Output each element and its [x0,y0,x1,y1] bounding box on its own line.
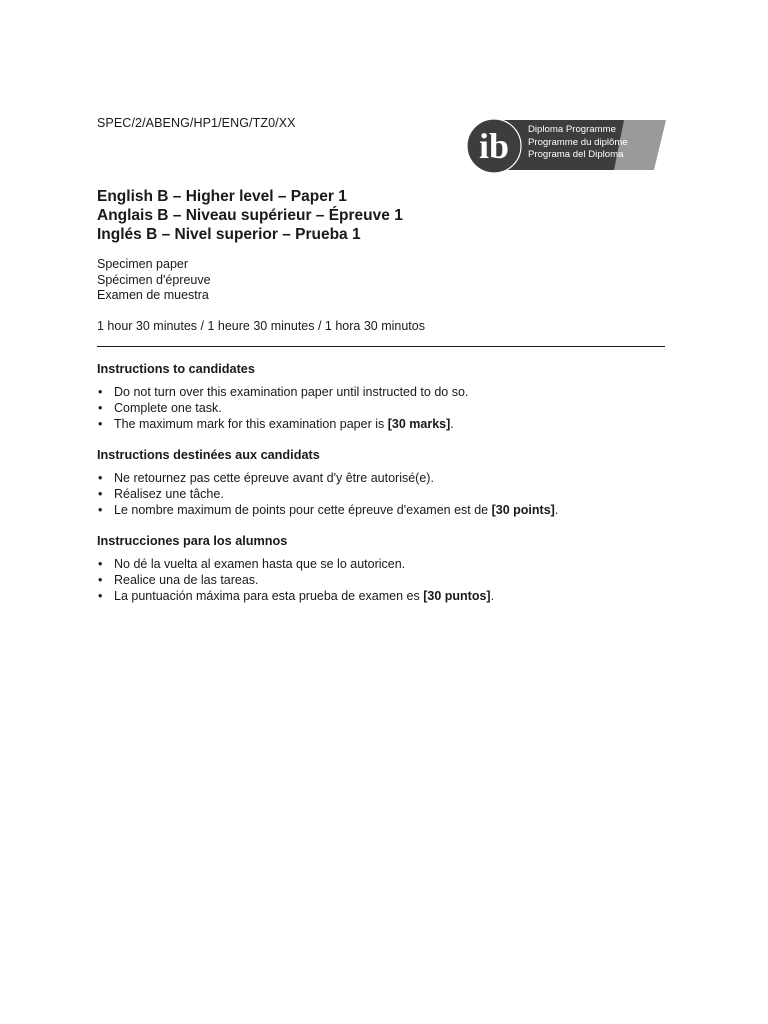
paper-type-french: Spécimen d'épreuve [97,272,211,287]
instructions-english [97,362,677,432]
ib-logo-mark: ib [478,126,510,166]
item-text: Do not turn over this examination paper until instructed to do so. [114,385,469,399]
paper-type-spanish: Examen de muestra [97,288,209,302]
item-text: Le nombre maximum de points pour cette épreuve d'examen est de [114,503,489,517]
title-spanish: Inglés B – Nivel superior – Prueba 1 [97,226,361,243]
instruction-list [97,470,677,518]
bullet: • [98,487,103,501]
bullet: • [98,401,103,415]
item-end: . [450,417,454,431]
item-end: . [554,503,559,517]
bullet: • [98,557,103,571]
bullet: • [98,573,103,587]
bullet: • [98,385,103,399]
list-item [97,486,677,502]
exam-duration: 1 hour 30 minutes / 1 heure 30 minutes / 1 hora 30 minutos [97,319,425,333]
paper-titles [97,187,403,244]
item-text: Complete one task. [114,401,222,415]
list-item [97,400,677,416]
bullet: • [98,471,103,485]
divider [97,346,665,347]
title-english: English B – Higher level – Paper 1 [97,188,347,205]
title-french: Anglais B – Niveau supérieur – Épreuve 1 [97,207,403,224]
bullet: • [98,417,103,431]
reference-code: SPEC/2/ABENG/HP1/ENG/TZ0/XX [97,116,296,130]
instruction-list [97,556,677,604]
instructions-spanish [97,534,677,604]
logo-line-es: Programa del Diploma [528,149,624,160]
paper-type-english: Specimen paper [97,257,189,271]
list-item [97,470,677,486]
item-text: La puntuación máxima para esta prueba de examen es [114,589,420,603]
list-item [97,416,677,432]
item-text: Ne retournez pas cette épreuve avant d'y être autorisé(e). [114,471,434,485]
item-text: Realice una de las tareas. [114,573,259,587]
item-end: . [490,589,495,603]
max-marks: [30 puntos] [423,589,491,603]
ib-logo [464,116,666,176]
item-text: The maximum mark for this examination paper is [114,417,385,431]
item-text: No dé la vuelta al examen hasta que se lo autoricen. [114,557,406,571]
list-item [97,572,677,588]
logo-line-fr: Programme du diplôme [528,136,628,148]
logo-line-en: Diploma Programme [528,124,616,135]
list-item [97,502,677,518]
list-item [97,588,677,604]
paper-type [97,257,211,304]
max-marks: [30 marks] [387,417,451,431]
instruction-list [97,384,677,432]
list-item [97,556,677,572]
item-text: Réalisez une tâche. [114,487,224,501]
section-heading: Instrucciones para los alumnos [97,534,288,548]
ib-logo-text [528,124,628,162]
max-marks: [30 points] [491,503,555,517]
bullet: • [98,589,103,603]
section-heading: Instructions destinées aux candidats [97,448,320,462]
instructions-french [97,448,677,518]
section-heading: Instructions to candidates [97,362,255,376]
list-item [97,384,677,400]
bullet: • [98,503,103,517]
